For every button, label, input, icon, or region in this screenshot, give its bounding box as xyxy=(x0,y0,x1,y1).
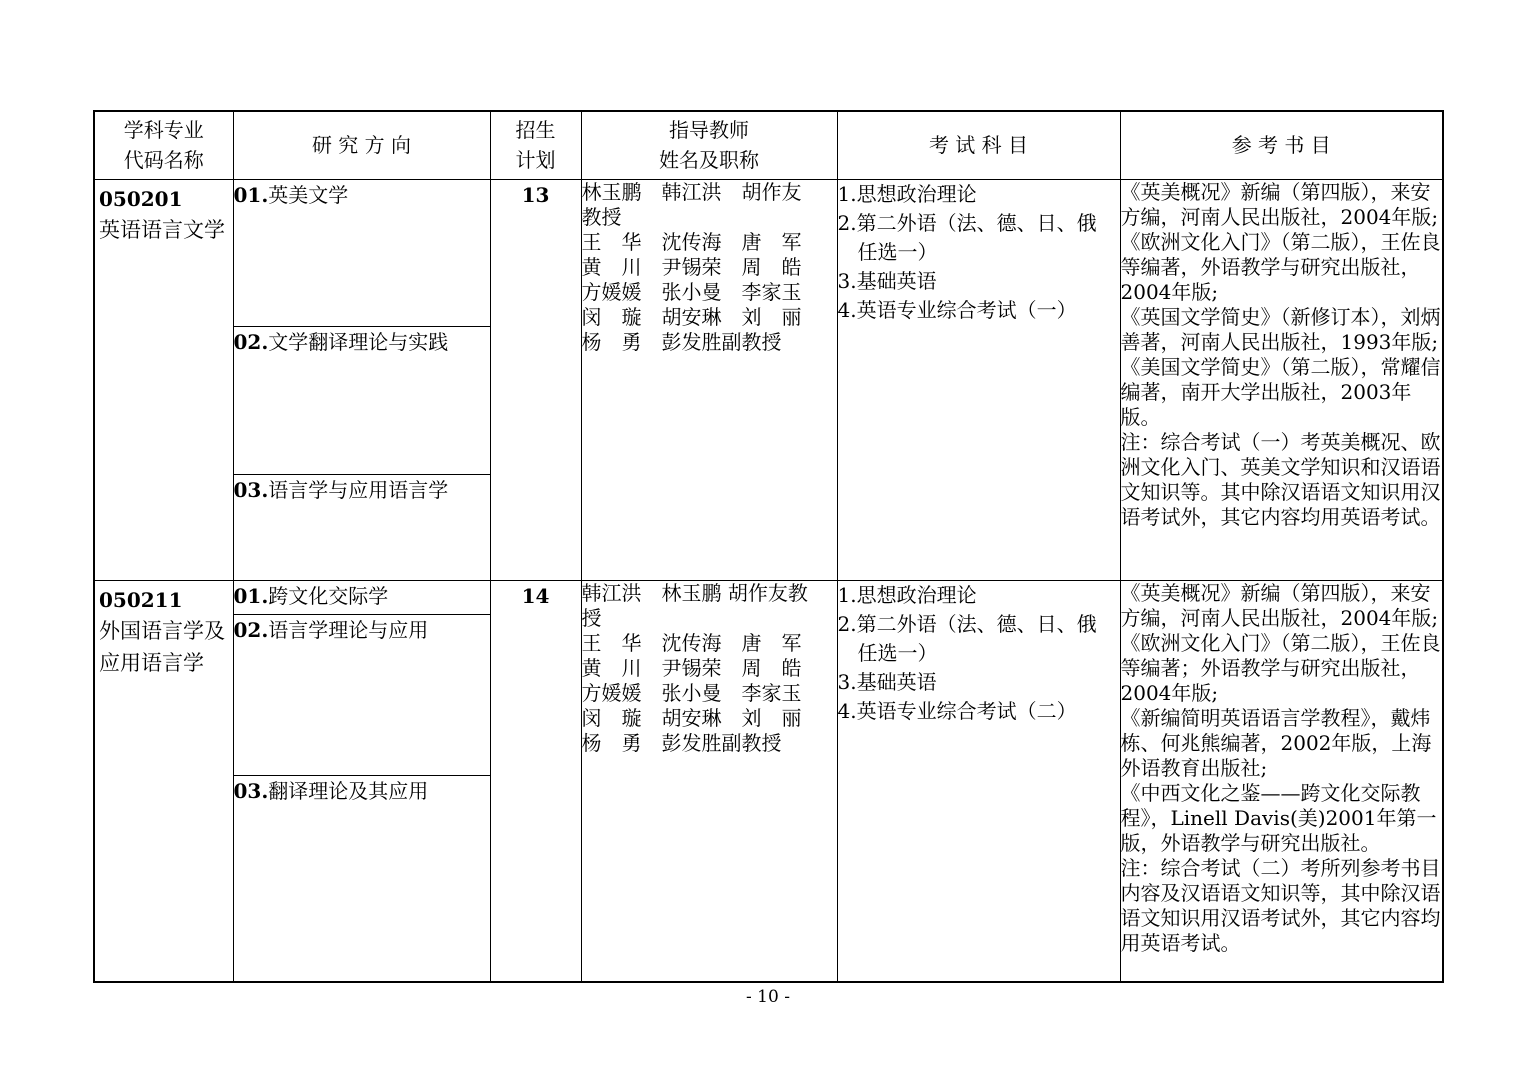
exam-list xyxy=(837,179,1120,580)
header-supervisors: 指导教师 姓名及职称 xyxy=(581,111,837,179)
table-row xyxy=(94,179,1443,326)
reference-item: 《欧洲文化入门》（第二版），王佐良等编著；外语教学与研究出版社，2004年版; xyxy=(1120,630,1441,705)
header-subject: 学科专业 代码名称 xyxy=(94,111,233,179)
direction-number: 03. xyxy=(233,778,269,803)
table-header-row xyxy=(94,111,1443,179)
direction-label: 跨文化交际学 xyxy=(268,583,389,608)
exam-item: 2.第二外语（法、德、日、俄 xyxy=(837,210,1097,235)
direction-label: 英美文学 xyxy=(268,182,349,207)
reference-item: 《中西文化之鉴——跨文化交际教程》，Linell Davis(美)2001年第一版，外语教学与研究出版社。 xyxy=(1120,780,1437,855)
direction-label: 文学翻译理论与实践 xyxy=(268,329,449,354)
exam-item: 4.英语专业综合考试（一） xyxy=(837,297,1077,322)
reference-note: 注：综合考试（一）考英美概况、欧洲文化入门、英美文学知识和汉语语文知识等。其中除汉语语文知识用汉语考试外，其它内容均用英语考试。 xyxy=(1120,429,1441,529)
direction-number: 02. xyxy=(233,617,269,642)
reference-list xyxy=(1120,580,1443,982)
reference-list xyxy=(1120,179,1443,580)
direction-number: 03. xyxy=(233,478,269,503)
exam-list xyxy=(837,580,1120,982)
table-row xyxy=(94,580,1443,614)
exam-item: 1.思想政治理论 xyxy=(837,181,977,206)
program-code: 050211 xyxy=(99,587,183,612)
reference-item: 《英美概况》新编（第四版），来安方编，河南人民出版社，2004年版; xyxy=(1120,580,1439,630)
exam-item: 4.英语专业综合考试（二） xyxy=(837,698,1077,723)
direction-label: 翻译理论及其应用 xyxy=(268,778,429,803)
program-cell xyxy=(94,580,233,982)
exam-item: 1.思想政治理论 xyxy=(837,582,977,607)
header-direction: 研 究 方 向 xyxy=(233,111,490,179)
exam-item: 任选一） xyxy=(837,640,938,665)
reference-item: 《新编简明英语语言学教程》，戴炜栋、何兆熊编著，2002年版，上海外语教育出版社; xyxy=(1120,705,1432,780)
direction-cell xyxy=(233,179,490,326)
reference-item: 《英国文学简史》（新修订本），刘炳善著，河南人民出版社，1993年版; xyxy=(1120,304,1441,354)
plan-count: 13 xyxy=(490,179,581,580)
direction-cell xyxy=(233,326,490,474)
direction-cell xyxy=(233,580,490,614)
direction-number: 01. xyxy=(233,583,269,608)
program-name: 英语语言文学 xyxy=(99,217,225,242)
program-name: 外国语言学及应用语言学 xyxy=(99,618,225,675)
program-code: 050201 xyxy=(99,186,183,211)
program-cell xyxy=(94,179,233,580)
direction-number: 01. xyxy=(233,182,269,207)
reference-item: 《美国文学简史》（第二版），常耀信编著，南开大学出版社，2003年版。 xyxy=(1120,354,1441,429)
exam-item: 2.第二外语（法、德、日、俄 xyxy=(837,611,1097,636)
exam-item: 3.基础英语 xyxy=(837,669,937,694)
reference-note: 注：综合考试（二）考所列参考书目内容及汉语语文知识等，其中除汉语语文知识用汉语考试外，其它内容均用英语考试。 xyxy=(1120,855,1441,955)
header-exams: 考 试 科 目 xyxy=(837,111,1120,179)
direction-number: 02. xyxy=(233,329,269,354)
direction-cell xyxy=(233,475,490,580)
page-number: - 10 - xyxy=(746,987,790,1007)
exam-item: 任选一） xyxy=(837,239,938,264)
header-references: 参 考 书 目 xyxy=(1120,111,1443,179)
direction-label: 语言学与应用语言学 xyxy=(268,478,449,503)
header-plan: 招生 计划 xyxy=(490,111,581,179)
reference-item: 《欧洲文化入门》（第二版），王佐良等编著，外语教学与研究出版社，2004年版; xyxy=(1120,229,1441,304)
direction-cell xyxy=(233,614,490,775)
direction-cell xyxy=(233,775,490,982)
plan-count: 14 xyxy=(490,580,581,982)
enrollment-table xyxy=(93,110,1444,983)
supervisor-list: 韩江洪 林玉鹏 胡作友教 授 王 华 沈传海 唐 军 黄 川 尹锡荣 周 皓 方媛媛 张小曼 李家玉 闵 璇 胡安琳 刘 丽 杨 勇 彭发胜副教授 xyxy=(581,580,837,982)
reference-item: 《英美概况》新编（第四版），来安方编，河南人民出版社，2004年版; xyxy=(1120,179,1439,229)
supervisor-list: 林玉鹏 韩江洪 胡作友 教授 王 华 沈传海 唐 军 黄 川 尹锡荣 周 皓 方媛媛 张小曼 李家玉 闵 璇 胡安琳 刘 丽 杨 勇 彭发胜副教授 xyxy=(581,179,837,580)
direction-label: 语言学理论与应用 xyxy=(268,617,429,642)
exam-item: 3.基础英语 xyxy=(837,268,937,293)
